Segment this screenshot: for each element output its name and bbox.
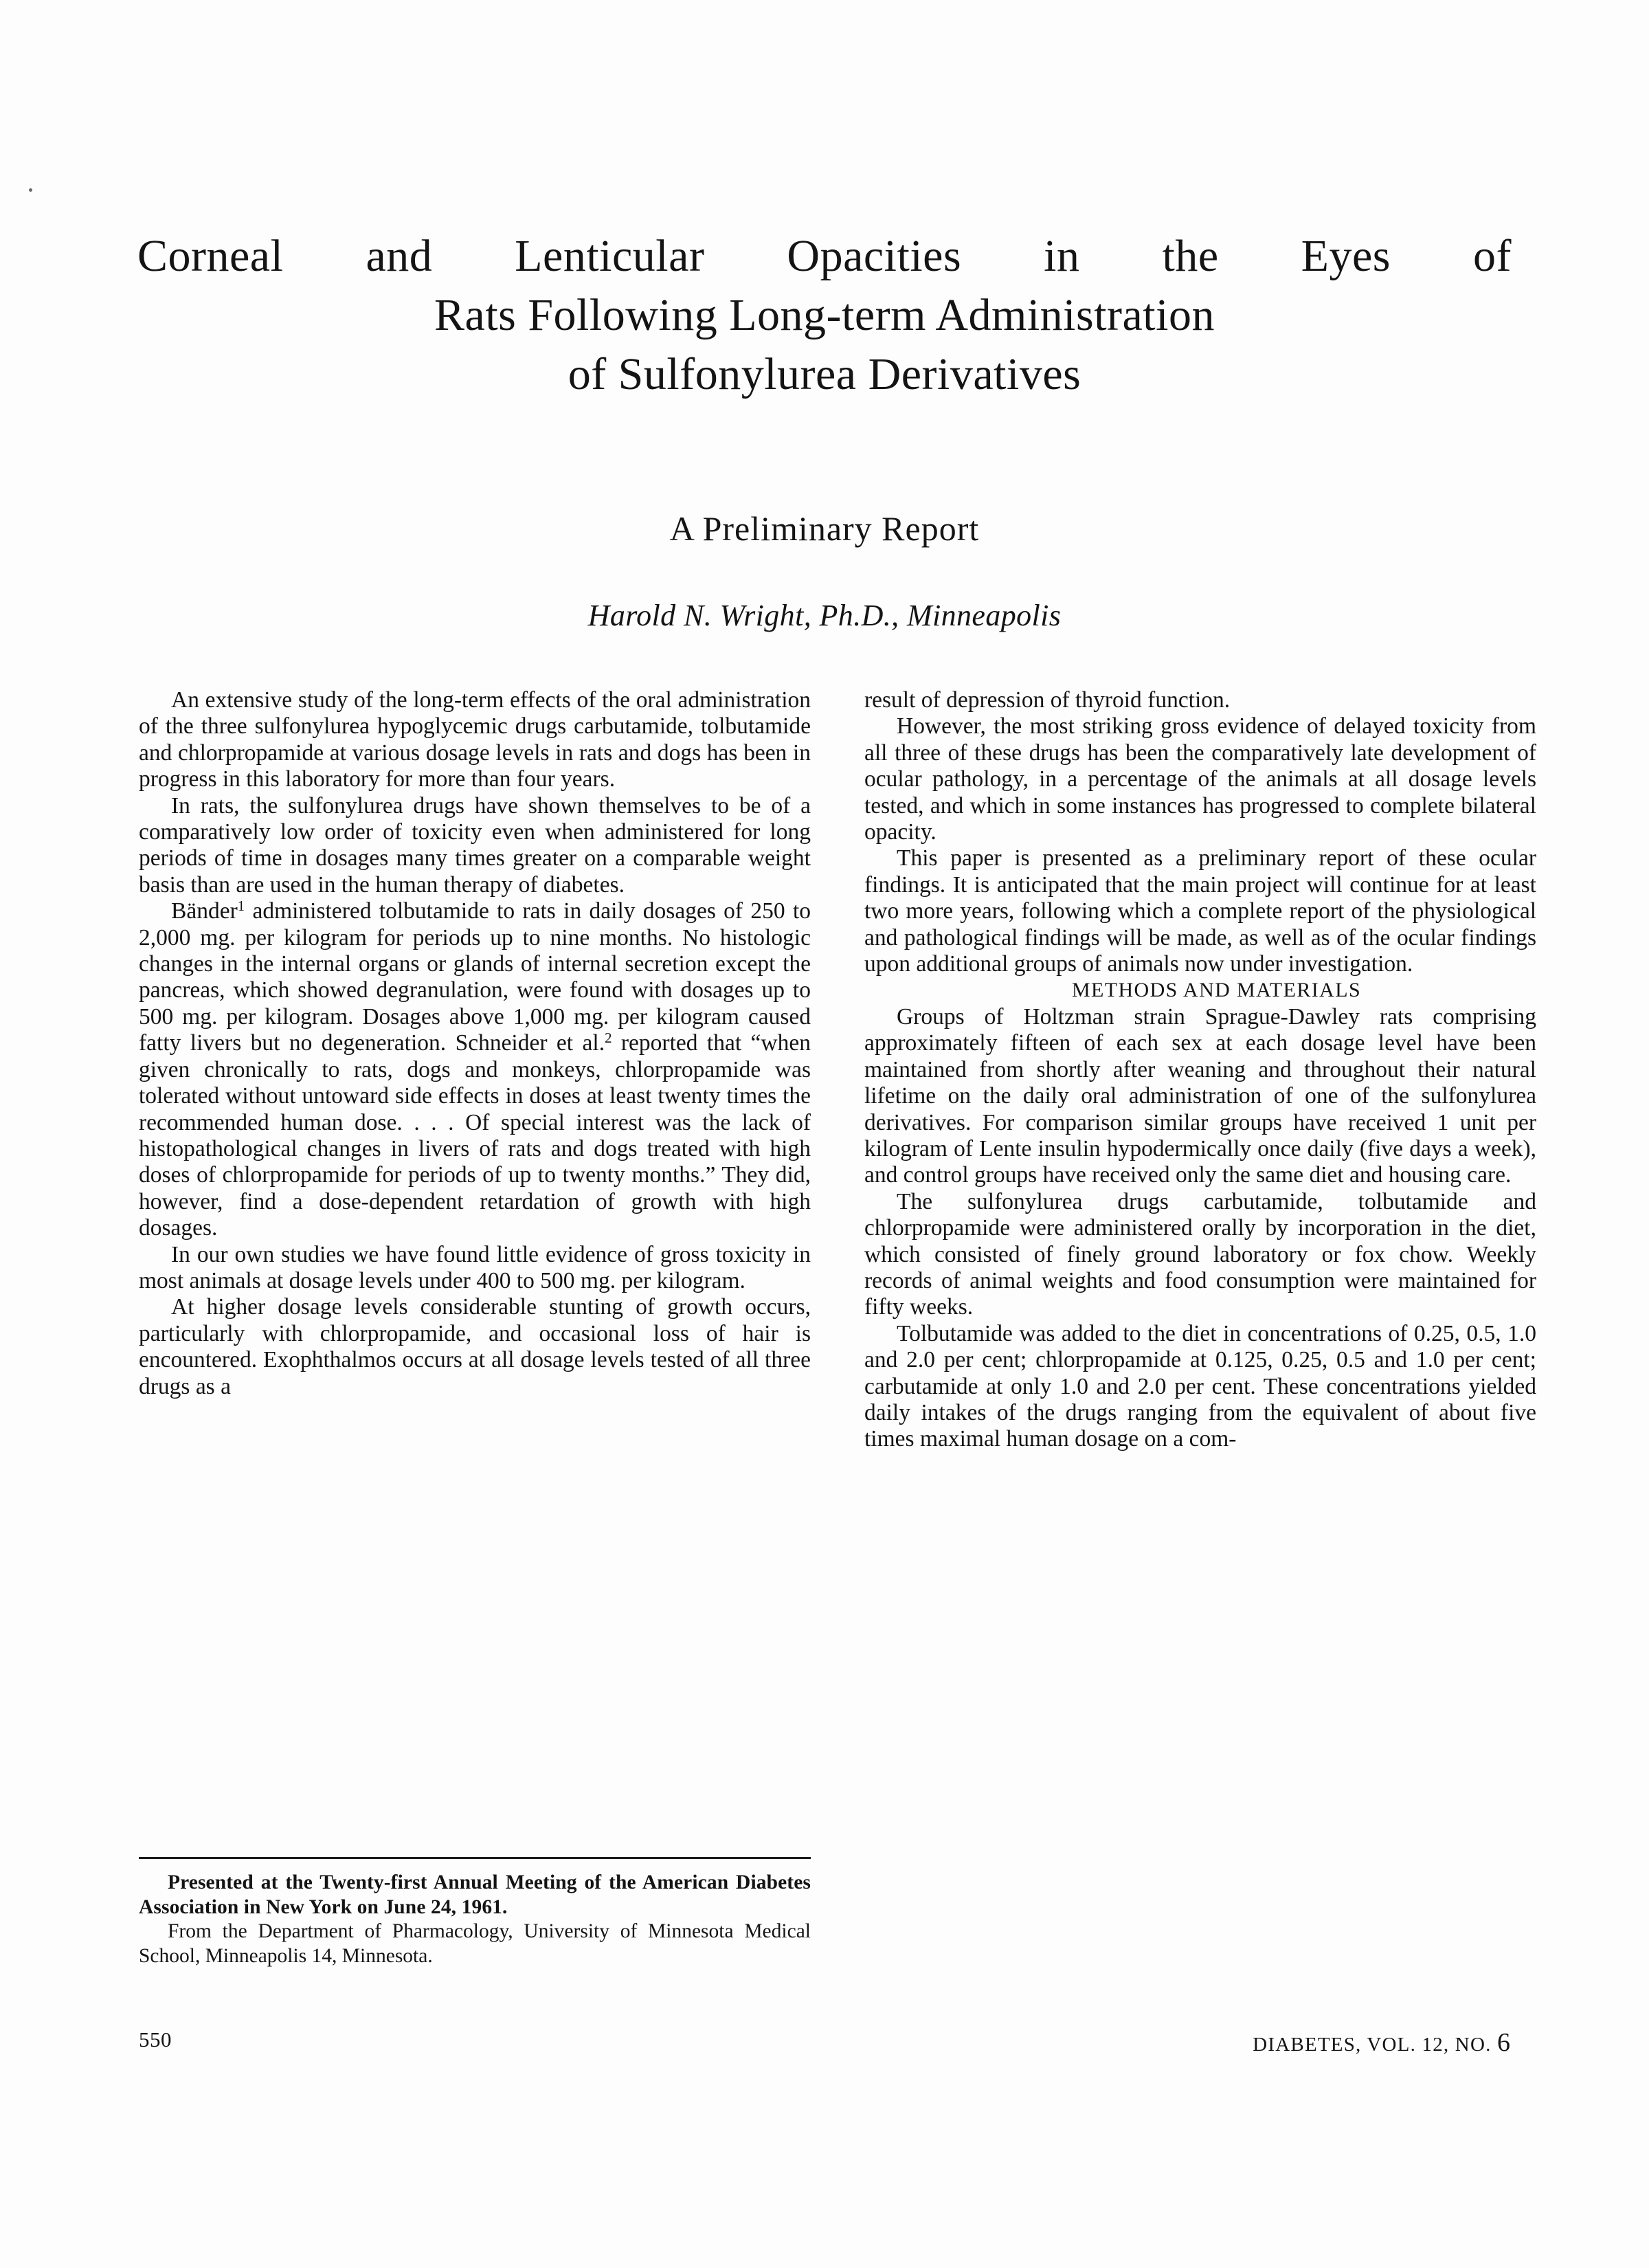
body-column-right: [864, 687, 1536, 1453]
footnote-divider-rule: [139, 1857, 811, 1859]
section-heading-methods-and-materials: METHODS AND MATERIALS: [1071, 979, 1362, 1002]
title-line-1: [137, 227, 1512, 286]
author-byline: Harold N. Wright, Ph.D., Minneapolis: [587, 599, 1062, 632]
title-line-3: of Sulfonylurea Derivatives: [568, 349, 1081, 399]
paragraph: However, the most striking gross evidence of delayed toxicity from all three of these drugs has been the comparatively late development of ocular pathology, in a percentage of the animals at all dosage levels tested, and which in some instances has progressed to complete bilateral opacity.: [864, 713, 1536, 845]
paragraph-continuation: result of depression of thyroid function.: [864, 687, 1231, 713]
subtitle: A Preliminary Report: [669, 509, 980, 548]
reference-author: Bänder: [171, 898, 238, 924]
journal-citation-footer: [1253, 2027, 1510, 2058]
paragraph: This paper is presented as a preliminary report of these ocular findings. It is anticipated that the main project will continue for at least two more years, following which a complete report of the physiological and pathological findings will be made, as well as of the ocular findings upon additional groups of animals now under investigation.: [864, 845, 1536, 977]
title-word: Corneal: [137, 231, 284, 281]
title-word: the: [1162, 231, 1219, 281]
paragraph: In our own studies we have found little evidence of gross toxicity in most animals at dosage levels under 400 to 500 mg. per kilogram.: [139, 1241, 811, 1293]
scan-artifact-speck: [29, 188, 32, 192]
paragraph: In rats, the sulfonylurea drugs have shown themselves to be of a comparatively low order of toxicity even when administered for long periods of time in dosages many times greater on a comparable weight basis than are used in the human therapy of diabetes.: [139, 792, 811, 898]
paragraph: An extensive study of the long-term effects of the oral administration of the three sulfonylurea hypoglycemic drugs carbutamide, tolbutamide and chlorpropamide at various dosage levels in rats and dogs has been in progress in this laboratory for more than four years.: [139, 687, 811, 792]
title-word: Opacities: [787, 231, 962, 281]
footnote-presented-note: Presented at the Twenty-first Annual Meeting of the American Diabetes Association in New York on June 24, 1961.: [139, 1871, 811, 1918]
page-title: [137, 227, 1512, 404]
paragraph-with-references: [139, 898, 811, 1241]
title-block: [137, 227, 1512, 404]
footnote-block: [139, 1871, 811, 1968]
journal-issue-number: 6: [1497, 2028, 1510, 2057]
title-line-2: Rats Following Long-term Administration: [434, 290, 1215, 340]
title-word: of: [1472, 231, 1512, 281]
footnote-marker-1: 1: [237, 898, 245, 915]
footnote-affiliation-note: From the Department of Pharmacology, University of Minnesota Medical School, Minneapolis 14, Minnesota.: [139, 1920, 811, 1967]
paragraph-text: reported that “when given chronically to rats, dogs and monkeys, chlorpropamide was tolerated without untoward side effects in doses at least twenty times the recommended human dose. . . . Of special interest was the lack of histopathological changes in livers of rats and dogs treated with high doses of chlorpropamide for periods of up to twenty months.” They did, however, find a dose-dependent retardation of growth with high dosages.: [139, 1030, 811, 1241]
title-word: Eyes: [1301, 231, 1391, 281]
body-column-left: [139, 687, 811, 1400]
title-word: Lenticular: [515, 231, 705, 281]
paragraph: Tolbutamide was added to the diet in concentrations of 0.25, 0.5, 1.0 and 2.0 per cent; chlorpropamide at 0.125, 0.25, 0.5 and 1.0 per cent; carbutamide at only 1.0 and 2.0 per cent. These concentrations yielded daily intakes of the drugs ranging from the equivalent of about five times maximal human dosage on a com-: [864, 1320, 1536, 1452]
journal-citation-prefix: DIABETES, VOL. 12, NO.: [1253, 2034, 1497, 2056]
paragraph: At higher dosage levels considerable stunting of growth occurs, particularly with chlorpropamide, and occasional loss of hair is encountered. Exophthalmos occurs at all dosage levels tested of all three drugs as a: [139, 1294, 811, 1399]
paragraph: Groups of Holtzman strain Sprague-Dawley rats comprising approximately fifteen of each sex at each dosage level have been maintained from shortly after weaning and throughout their natural lifetime on the daily oral administration of one of the sulfonylurea derivatives. For comparison similar groups have received 1 unit per kilogram of Lente insulin hypodermically once daily (five days a week), and control groups have received only the same diet and housing care.: [864, 1003, 1536, 1188]
paragraph: The sulfonylurea drugs carbutamide, tolbutamide and chlorpropamide were administered orally by incorporation in the diet, which consisted of finely ground laboratory or fox chow. Weekly records of animal weights and food consumption were maintained for fifty weeks.: [864, 1188, 1536, 1320]
paragraph-text: administered tolbutamide to rats in daily dosages of 250 to 2,000 mg. per kilogram for periods up to nine months. No histologic changes in the internal organs or glands of internal secretion except the pancreas, which showed degranulation, were found with dosages up to 500 mg. per kilogram. Dosages above 1,000 mg. per kilogram caused fatty livers but no degeneration. Schneider et al.: [139, 898, 811, 1056]
title-word: in: [1044, 231, 1080, 281]
footnote-marker-2: 2: [605, 1030, 612, 1047]
title-word: and: [366, 231, 433, 281]
page-number: 550: [139, 2027, 172, 2052]
